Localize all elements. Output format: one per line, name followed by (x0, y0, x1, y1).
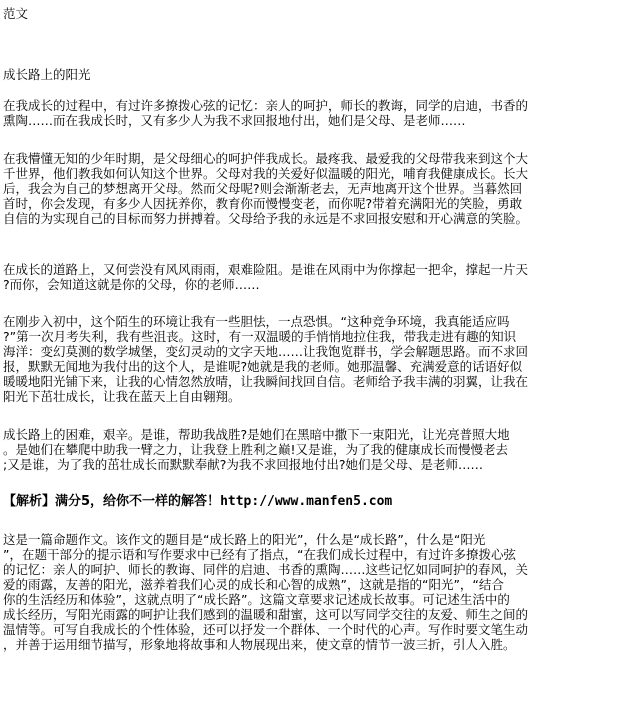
ad-site-link[interactable]: http://www.manfen5.com (220, 494, 393, 509)
paragraph-2-line-3: 后，我会为自己的梦想离开父母。然而父母呢?则会渐渐老去，无声地离开这个世界。当暮然回 (3, 181, 523, 196)
ad-text: 满分5，给你不一样的解答！ (55, 494, 221, 509)
paragraph-5-line-3: ;又是谁，为了我的茁壮成长而默默奉献?为我不求回报地付出?她们是父母、是老师…… (3, 457, 483, 472)
analysis-label: 【解析】 (3, 494, 56, 509)
paragraph-4-line-4: 报，默默无闻地为我付出的这个人，是谁呢?她就是我的老师。她那温馨、充满爱意的话语好似 (3, 359, 523, 374)
paragraph-1-line-2: 熏陶……而在我成长时，又有多少人为我不求回报地付出，她们是父母、是老师…… (3, 113, 466, 128)
paragraph-4-line-3: 海洋：变幻莫测的数学城堡，变幻灵动的文字天地……让我饱览群书，学会解题思路。而不求回 (3, 344, 529, 359)
analysis-line-5: 你的生活经历和体验”，这就点明了“成长路”。这篇文章要求记述成长故事。可记述生活中的 (3, 592, 510, 607)
paragraph-2-line-2: 千世界，他们教我如何认知这个世界。父母对我的关爱好似温暖的阳光，哺育我健康成长。长大 (3, 166, 529, 181)
paragraph-3-line-2: ?而你，会知道这就是你的父母，你的老师…… (3, 277, 260, 292)
analysis-line-7: 温情等。可写自我成长的个性体验，还可以抒发一个群体、一个时代的心声。写作时要文笔生动 (3, 622, 529, 637)
paragraph-4-line-2: ?”第一次月考失利，我有些沮丧。这时，有一双温暖的手悄悄地拉住我，带我走进有趣的知识 (3, 329, 517, 344)
analysis-line-6: 成长经历，写阳光雨露的呵护让我们感到的温暖和甜蜜，这可以写同学交往的友爱、师生之间的 (3, 607, 529, 622)
paragraph-1-line-1: 在我成长的过程中，有过许多撩拨心弦的记忆：亲人的呵护，师长的教诲，同学的启迪，书香的 (3, 98, 529, 113)
analysis-line-2: ”，在题干部分的提示语和写作要求中已经有了指点，“在我们成长过程中，有过许多撩拨心弦 (3, 547, 516, 562)
paragraph-5-line-1: 成长路上的困难，艰辛。是谁，帮助我战胜?是她们在黑暗中撒下一束阳光，让光亮普照大地 (3, 427, 510, 442)
paragraph-5-line-2: 。是她们在攀爬中助我一臂之力，让我登上胜利之巅!又是谁，为了我的健康成长而慢慢老去 (3, 442, 509, 457)
analysis-line-1: 这是一篇命题作文。该作文的题目是“成长路上的阳光”，什么是“成长路”，什么是“阳光 (3, 532, 486, 547)
essay-title: 成长路上的阳光 (3, 67, 91, 82)
analysis-line-8: ，并善于运用细节描写，形象地将故事和人物展现出来，使文章的情节一波三折，引人入胜。 (3, 637, 516, 652)
paragraph-3-line-1: 在成长的道路上，又何尝没有风风雨雨，艰难险阻。是谁在风雨中为你撑起一把伞，撑起一片天 (3, 262, 529, 277)
analysis-line-4: 爱的雨露，友善的阳光，滋养着我们心灵的成长和心智的成熟”，这就是指的“阳光”，“结合 (3, 577, 504, 592)
paragraph-4-line-5: 暖暖地阳光铺下来，让我的心情忽然放晴，让我瞬间找回自信。老师给予我丰满的羽翼，让我在 (3, 374, 529, 389)
analysis-line-3: 的记忆：亲人的呵护、师长的教诲、同伴的启迪、书香的熏陶……这些记忆如同呵护的春风，关 (3, 562, 529, 577)
paragraph-2-line-5: 自信的为实现自己的目标而努力拼搏着。父母给予我的永远是不求回报安慰和开心满意的笑脸。 (3, 211, 529, 226)
analysis-banner (3, 494, 392, 509)
paragraph-2-line-1: 在我懵懂无知的少年时期，是父母细心的呵护伴我成长。最疼我、最爱我的父母带我来到这个大 (3, 151, 529, 166)
section-label: 范文 (3, 6, 29, 21)
paragraph-2-line-4: 首时，你会发现，有多少人因抚养你，教育你而慢慢变老，而你呢?带着充满阳光的笑脸，勇敢 (3, 196, 523, 211)
paragraph-4-line-6: 阳光下茁壮成长，让我在蓝天上自由翱翔。 (3, 389, 241, 404)
paragraph-4-line-1: 在刚步入初中，这个陌生的环境让我有一些胆怯，一点恐惧。“这种竞争环境，我真能适应吗 (3, 314, 510, 329)
